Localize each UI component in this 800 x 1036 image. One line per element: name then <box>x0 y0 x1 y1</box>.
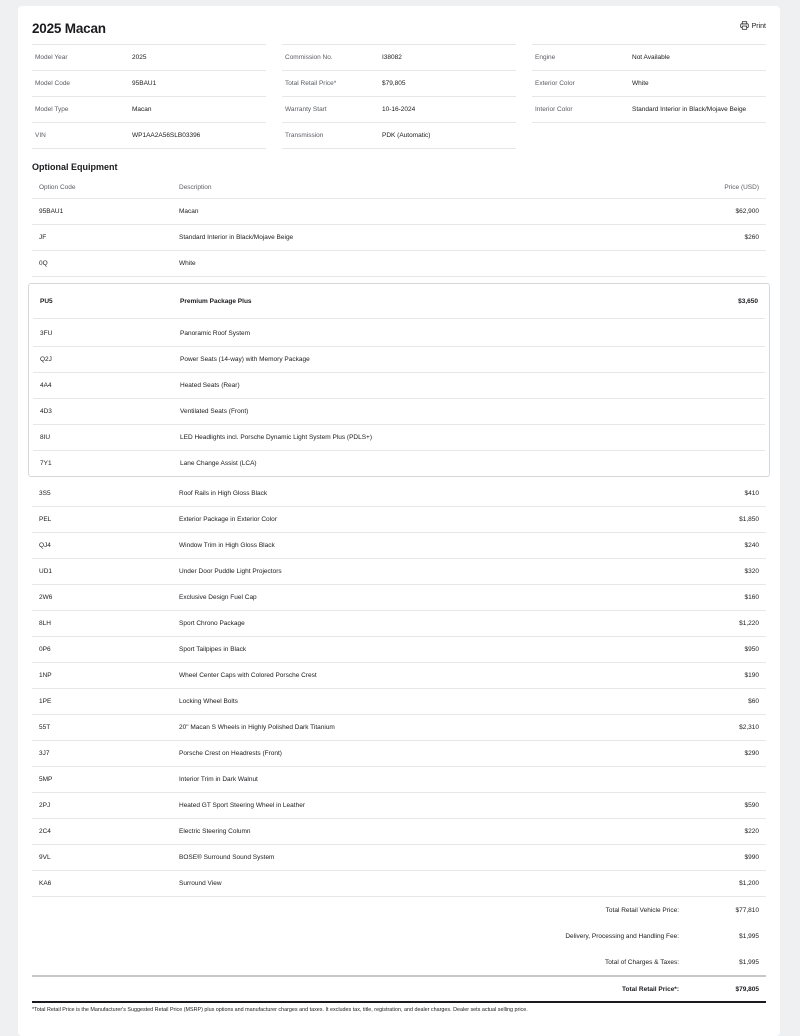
spec-value: White <box>632 80 649 87</box>
equipment-row <box>32 225 766 251</box>
option-code: 4D3 <box>40 408 52 415</box>
option-description: 20" Macan S Wheels in Highly Polished Dark Titanium <box>179 724 335 731</box>
option-description: Exterior Package in Exterior Color <box>179 516 277 523</box>
option-description: Exclusive Design Fuel Cap <box>179 594 257 601</box>
spec-column-3 <box>532 44 766 123</box>
equipment-row <box>32 533 766 559</box>
equipment-row <box>33 321 765 347</box>
option-description: Heated GT Sport Steering Wheel in Leather <box>179 802 305 809</box>
spec-label: Model Year <box>35 54 68 61</box>
total-value: $1,995 <box>739 932 759 940</box>
option-code: 0Q <box>39 260 48 267</box>
option-price: $990 <box>744 854 759 861</box>
option-price: $320 <box>744 568 759 575</box>
total-vehicle-price-row <box>32 897 766 923</box>
spec-row <box>32 122 266 149</box>
spec-row <box>282 44 516 70</box>
vehicle-summary-card <box>18 6 780 1036</box>
spec-row <box>282 122 516 149</box>
option-description: Panoramic Roof System <box>180 330 251 337</box>
equipment-row <box>32 507 766 533</box>
price-footnote: *Total Retail Price is the Manufacturer's Suggested Retail Price (MSRP) plus options and manufacturer charges and taxes. It excludes tax, title, registration, and dealer charges. Dealer sets actual selling price. <box>32 1007 528 1013</box>
spec-value: 10-16-2024 <box>382 106 416 113</box>
option-price: $240 <box>744 542 759 549</box>
equipment-row <box>33 425 765 451</box>
option-code: JF <box>39 234 47 241</box>
delivery-fee-row <box>32 923 766 949</box>
equipment-row <box>33 347 765 373</box>
spec-label: Warranty Start <box>285 106 327 113</box>
option-description: Under Door Puddle Light Projectors <box>179 568 282 575</box>
total-retail-price-row <box>32 975 766 1003</box>
equipment-row <box>32 689 766 715</box>
equipment-rows-after <box>32 481 766 897</box>
equipment-rows-before <box>32 199 766 277</box>
equipment-row <box>32 715 766 741</box>
option-code: 2C4 <box>39 828 51 835</box>
option-code: 7Y1 <box>40 460 52 467</box>
equipment-row <box>32 819 766 845</box>
equipment-row <box>33 451 765 476</box>
option-code: 8LH <box>39 620 51 627</box>
option-description: Sport Tailpipes in Black <box>179 646 247 653</box>
option-description: Heated Seats (Rear) <box>180 382 240 389</box>
option-code: KA6 <box>39 880 52 887</box>
option-price: $60 <box>748 698 759 705</box>
option-code: 2PJ <box>39 802 51 809</box>
option-description: White <box>179 260 196 267</box>
package-description: Premium Package Plus <box>180 297 252 305</box>
option-description: Lane Change Assist (LCA) <box>180 460 257 467</box>
equipment-row <box>32 741 766 767</box>
column-header-price: Price (USD) <box>724 183 759 191</box>
equipment-row <box>32 559 766 585</box>
option-code: 3J7 <box>39 750 50 757</box>
option-description: Wheel Center Caps with Colored Porsche Crest <box>179 672 317 679</box>
option-code: 0P6 <box>39 646 51 653</box>
spec-label: Transmission <box>285 132 324 139</box>
spec-label: Total Retail Price* <box>285 80 337 87</box>
spec-value: Not Available <box>632 54 670 61</box>
spec-label: Interior Color <box>535 106 573 113</box>
option-description: LED Headlights incl. Porsche Dynamic Light System Plus (PDLS+) <box>180 434 373 441</box>
charges-taxes-row <box>32 949 766 975</box>
option-code: 9VL <box>39 854 51 861</box>
option-price: $62,900 <box>735 208 759 215</box>
print-label: Print <box>751 23 766 30</box>
option-code: 55T <box>39 724 51 731</box>
column-header-code: Option Code <box>39 183 76 191</box>
option-code: 3S5 <box>39 490 51 497</box>
spec-row <box>282 70 516 96</box>
option-price: $190 <box>744 672 759 679</box>
option-description: Porsche Crest on Headrests (Front) <box>179 750 282 757</box>
spec-label: Exterior Color <box>535 80 575 87</box>
equipment-row <box>32 663 766 689</box>
total-value: $79,805 <box>735 985 759 993</box>
option-description: Standard Interior in Black/Mojave Beige <box>179 234 294 241</box>
option-description: Sport Chrono Package <box>179 620 245 627</box>
print-button[interactable] <box>740 21 766 32</box>
total-value: $1,995 <box>739 958 759 966</box>
spec-label: Model Code <box>35 80 71 87</box>
option-code: Q2J <box>40 356 52 363</box>
spec-column-1 <box>32 44 266 149</box>
spec-row <box>532 44 766 70</box>
spec-row <box>32 44 266 70</box>
option-price: $950 <box>744 646 759 653</box>
option-description: Roof Rails in High Gloss Black <box>179 490 268 497</box>
spec-value: PDK (Automatic) <box>382 132 431 139</box>
option-price: $290 <box>744 750 759 757</box>
option-code: 8IU <box>40 434 51 441</box>
option-description: Window Trim in High Gloss Black <box>179 542 275 549</box>
equipment-row <box>33 399 765 425</box>
option-code: UD1 <box>39 568 53 575</box>
spec-row <box>532 96 766 123</box>
spec-value: I38082 <box>382 54 402 61</box>
option-code: 4A4 <box>40 382 52 389</box>
option-code: 95BAU1 <box>39 208 64 215</box>
equipment-row <box>33 373 765 399</box>
option-code: 2W6 <box>39 594 53 601</box>
option-description: BOSE® Surround Sound System <box>179 854 275 861</box>
option-description: Ventilated Seats (Front) <box>180 408 249 415</box>
equipment-row <box>32 585 766 611</box>
spec-value: $79,805 <box>382 80 406 87</box>
spec-value: 95BAU1 <box>132 80 157 87</box>
table-header <box>32 176 766 199</box>
option-code: PEL <box>39 516 52 523</box>
option-description: Surround View <box>179 880 222 887</box>
total-label: Delivery, Processing and Handling Fee: <box>565 932 679 940</box>
equipment-row <box>32 199 766 225</box>
equipment-row <box>32 637 766 663</box>
option-description: Macan <box>179 208 199 215</box>
option-code: 5MP <box>39 776 53 783</box>
spec-label: Engine <box>535 54 556 61</box>
option-description: Power Seats (14-way) with Memory Package <box>180 356 310 363</box>
option-price: $260 <box>744 234 759 241</box>
vehicle-specs <box>32 44 766 154</box>
spec-row <box>532 70 766 96</box>
spec-column-2 <box>282 44 516 149</box>
package-header-row <box>33 284 765 319</box>
equipment-row <box>32 481 766 507</box>
page-title: 2025 Macan <box>32 21 106 36</box>
total-label: Total of Charges & Taxes: <box>605 958 679 966</box>
total-label: Total Retail Vehicle Price: <box>605 906 679 914</box>
equipment-row <box>32 251 766 277</box>
option-price: $590 <box>744 802 759 809</box>
option-description: Electric Steering Column <box>179 828 251 835</box>
equipment-row <box>32 767 766 793</box>
package-code: PU5 <box>40 297 53 305</box>
totals-section <box>32 897 766 1003</box>
option-description: Interior Trim in Dark Walnut <box>179 776 258 783</box>
column-header-description: Description <box>179 183 212 191</box>
package-items <box>29 321 769 476</box>
option-description: Locking Wheel Bolts <box>179 698 238 705</box>
option-price: $220 <box>744 828 759 835</box>
total-value: $77,810 <box>735 906 759 914</box>
equipment-row <box>32 871 766 897</box>
printer-icon <box>740 21 749 32</box>
option-code: QJ4 <box>39 542 51 549</box>
spec-label: Model Type <box>35 106 69 113</box>
spec-value: Standard Interior in Black/Mojave Beige <box>632 106 747 113</box>
option-price: $1,220 <box>739 620 759 627</box>
total-label: Total Retail Price*: <box>622 985 679 993</box>
optional-equipment-table <box>32 176 766 1003</box>
option-code: 1PE <box>39 698 52 705</box>
equipment-row <box>32 793 766 819</box>
optional-equipment-heading: Optional Equipment <box>32 162 118 172</box>
spec-row <box>32 70 266 96</box>
option-price: $1,200 <box>739 880 759 887</box>
spec-value: WP1AA2A56SLB03396 <box>132 132 201 139</box>
spec-row <box>32 96 266 122</box>
spec-value: 2025 <box>132 54 147 61</box>
option-price: $410 <box>744 490 759 497</box>
package-price: $3,650 <box>738 297 758 305</box>
option-code: 1NP <box>39 672 52 679</box>
equipment-row <box>32 845 766 871</box>
spec-value: Macan <box>132 106 152 113</box>
option-price: $2,310 <box>739 724 759 731</box>
option-price: $160 <box>744 594 759 601</box>
option-price: $1,850 <box>739 516 759 523</box>
equipment-row <box>32 611 766 637</box>
premium-package-group <box>28 283 770 477</box>
spec-label: VIN <box>35 132 46 139</box>
spec-label: Commission No. <box>285 54 333 61</box>
spec-row <box>282 96 516 122</box>
option-code: 3FU <box>40 330 53 337</box>
